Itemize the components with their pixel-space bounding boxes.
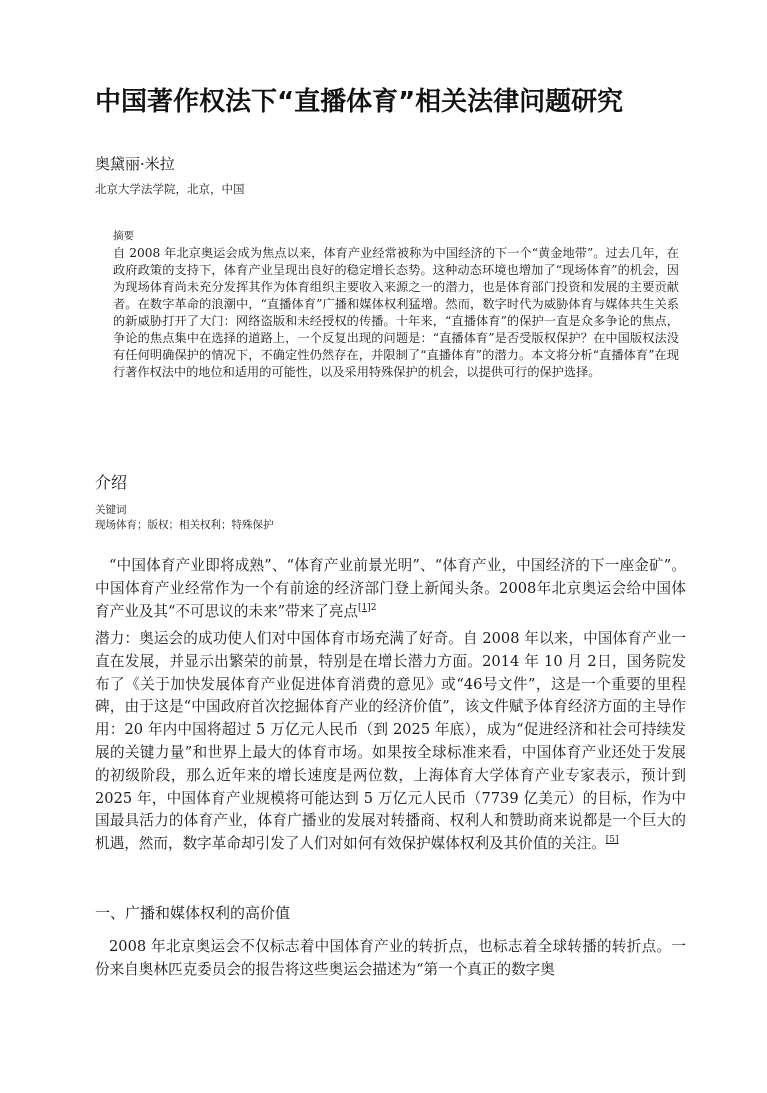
section-1-heading: 一、广播和媒体权利的高价值: [95, 904, 291, 922]
abstract-block: [113, 229, 679, 381]
intro-paragraph-1-text: “中国体育产业即将成熟”、“体育产业前景光明”、“体育产业，中国经济的下一座金矿”。中国体育产业经常作为一个有前途的经济部门登上新闻头条。2008年北京奥运会给中国体育产业及其“不可思议的未来”带来了亮点: [95, 557, 686, 620]
citation-link[interactable]: [1]: [358, 602, 371, 613]
abstract-label: 摘要: [113, 230, 134, 242]
intro-paragraph-2-text: 潜力：奥运会的成功使人们对中国体育市场充满了好奇。自 2008 年以来，中国体育产业一直在发展，并显示出繁荣的前景，特别是在增长潜力方面。2014 年 10 月 2日，国务院发布了《关于加快发展体育产业促进体育消费的意见》或“46号文件”，这是一个重要的里程碑，由于这是“中国政府首次挖掘体育产业的经济价值”，该文件赋予体育经济方面的主导作用：20 年内中国将超过 5 万亿元人民币（到 2025 年底），成为“促进经济和社会可持续发展的关键力量”和世界上最大的体育市场。如果按全球标准来看，中国体育产业还处于发展的初级阶段，那么近年来的增长速度是两位数，上海体育大学体育产业专家表示，预计到 2025 年，中国体育产业规模将可能达到 5 万亿元人民币（7739 亿美元）的目标，作为中国最具活力的体育产业，体育广播业的发展对转播商、权利人和赞助商来说都是一个巨大的机遇，然而，数字革命却引发了人们对如何有效保护媒体权利及其价值的关注。: [95, 630, 686, 853]
keywords-label: 关键词: [95, 504, 127, 516]
introduction-heading: 介绍: [95, 473, 128, 492]
abstract-text: 自 2008 年北京奥运会成为焦点以来，体育产业经常被称为中国经济的下一个“黄金地带”。过去几年，在政府政策的支持下，体育产业呈现出良好的稳定增长态势。这种动态环境也增加了“现场体育”的机会，因为现场体育尚未充分发挥其作为体育组织主要收入来源之一的潜力，也是体育部门投资和发展的主要贡献者。在数字革命的浪潮中，“直播体育”广播和媒体权利猛增。然而，数字时代为威胁体育与媒体共生关系的新威胁打开了大门：网络盗版和未经授权的传播。十年来，“直播体育”的保护一直是众多争论的焦点，争论的焦点集中在选择的道路上，一个反复出现的问题是：“直播体育”是否受版权保护？在中国版权法没有任何明确保护的情况下，不确定性仍然存在，并限制了“直播体育”的潜力。本文将分析“直播体育”在现行著作权法中的地位和适用的可能性，以及采用特殊保护的机会，以提供可行的保护选择。: [113, 246, 679, 379]
keywords-block: [95, 503, 695, 532]
paper-title: 中国著作权法下“直播体育”相关法律问题研究: [95, 87, 624, 117]
author-affiliation: 北京大学法学院，北京，中国: [95, 182, 245, 196]
footnote-marker: 2: [370, 602, 377, 613]
keywords-text: 现场体育；版权；相关权利；特殊保护: [95, 519, 274, 531]
section-1-paragraph-1: 2008 年北京奥运会不仅标志着中国体育产业的转折点，也标志着全球转播的转折点。一份来自奥林匹克委员会的报告将这些奥运会描述为“第一个真正的数字奥: [95, 938, 686, 978]
citation-link[interactable]: [5]: [605, 835, 619, 846]
intro-paragraph-1: [95, 555, 686, 623]
intro-paragraph-2: [95, 628, 686, 856]
author-name: 奥黛丽·米拉: [95, 155, 175, 173]
